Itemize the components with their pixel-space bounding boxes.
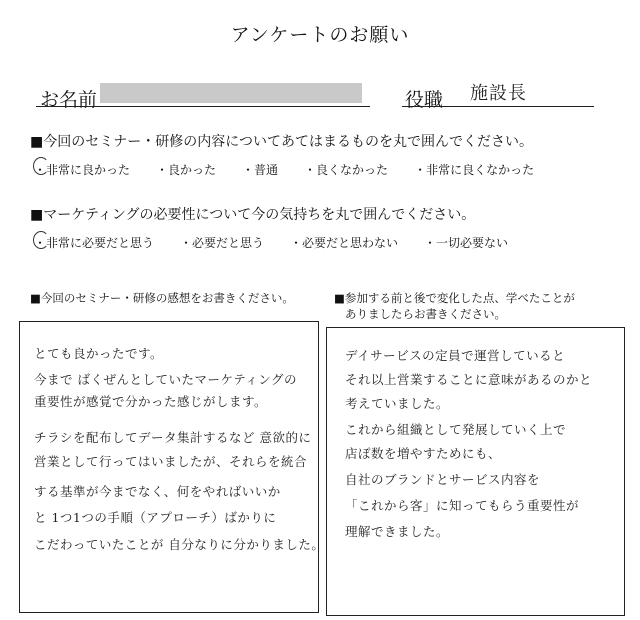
left-answer-line: 重要性が感覚で分かった感じがします。: [34, 394, 268, 409]
q1-option[interactable]: ・良くなかった: [304, 163, 389, 177]
left-answer-line: とても良かったです。: [34, 346, 164, 361]
q1-option[interactable]: ・普通: [242, 163, 279, 177]
q2-option[interactable]: ・一切必要ない: [424, 236, 509, 250]
left-answer-line: する基準が今までなく、何をやればいいか: [34, 484, 281, 499]
left-answer-line: 営業として行ってはいましたが、それらを統合: [34, 454, 308, 469]
left-answer-line: チラシを配布してデータ集計するなど 意欲的に: [34, 430, 312, 445]
right-answer-box[interactable]: [326, 327, 625, 616]
right-section-heading-1: ■参加する前と後で変化した点、学べたことが: [334, 291, 575, 305]
right-answer-line: 自社のブランドとサービス内容を: [345, 472, 541, 487]
q1-option[interactable]: ・非常に良くなかった: [414, 163, 535, 177]
left-answer-box[interactable]: [19, 321, 325, 613]
left-answer-line: こだわっていたことが 自分なりに分かりました。: [34, 537, 325, 552]
right-section-heading-2: ありましたらお書きください。: [345, 307, 506, 321]
q1-option[interactable]: ・非常に良かった: [34, 163, 131, 177]
role-label: 役職: [405, 89, 444, 111]
role-underline: [402, 106, 594, 107]
q2-option[interactable]: ・必要だと思う: [180, 236, 265, 250]
right-answer-line: 理解できました。: [345, 524, 450, 539]
right-answer-line: 店ぽ数を増やすためにも、: [345, 446, 502, 461]
right-answer-line: これから組織として発展していく上で: [345, 422, 567, 437]
question-1-options: [34, 161, 534, 178]
role-value: 施設長: [470, 83, 527, 104]
name-underline: [36, 106, 370, 107]
question-1: ■今回のセミナー・研修の内容についてあてはまるものを丸で囲んでください。: [30, 134, 533, 150]
q2-selection-circle: [33, 231, 49, 249]
left-answer-line: と 1つ1つの手順（アプローチ）ばかりに: [34, 510, 277, 525]
q1-selection-circle: [33, 157, 49, 175]
right-answer-line: それ以上営業することに意味があるのかと: [345, 372, 593, 387]
right-answer-line: 「これから客」に知ってもらう重要性が: [345, 498, 580, 513]
question-2: ■マーケティングの必要性について今の気持ちを丸で囲んでください。: [30, 207, 476, 223]
q2-option[interactable]: ・非常に必要だと思う: [34, 236, 155, 250]
left-answer-line: 今まで ばくぜんとしていたマーケティングの: [34, 372, 297, 387]
left-section-heading: ■今回のセミナー・研修の感想をお書きください。: [30, 291, 294, 305]
name-label: お名前: [40, 89, 98, 111]
page-title: アンケートのお願い: [230, 24, 410, 46]
question-2-options: [34, 234, 508, 251]
q2-option[interactable]: ・必要だと思わない: [290, 236, 399, 250]
right-answer-line: デイサービスの定員で運営していると: [345, 348, 566, 363]
name-redaction: [100, 83, 362, 103]
right-answer-line: 考えていました。: [345, 396, 450, 411]
q1-option[interactable]: ・良かった: [156, 163, 217, 177]
